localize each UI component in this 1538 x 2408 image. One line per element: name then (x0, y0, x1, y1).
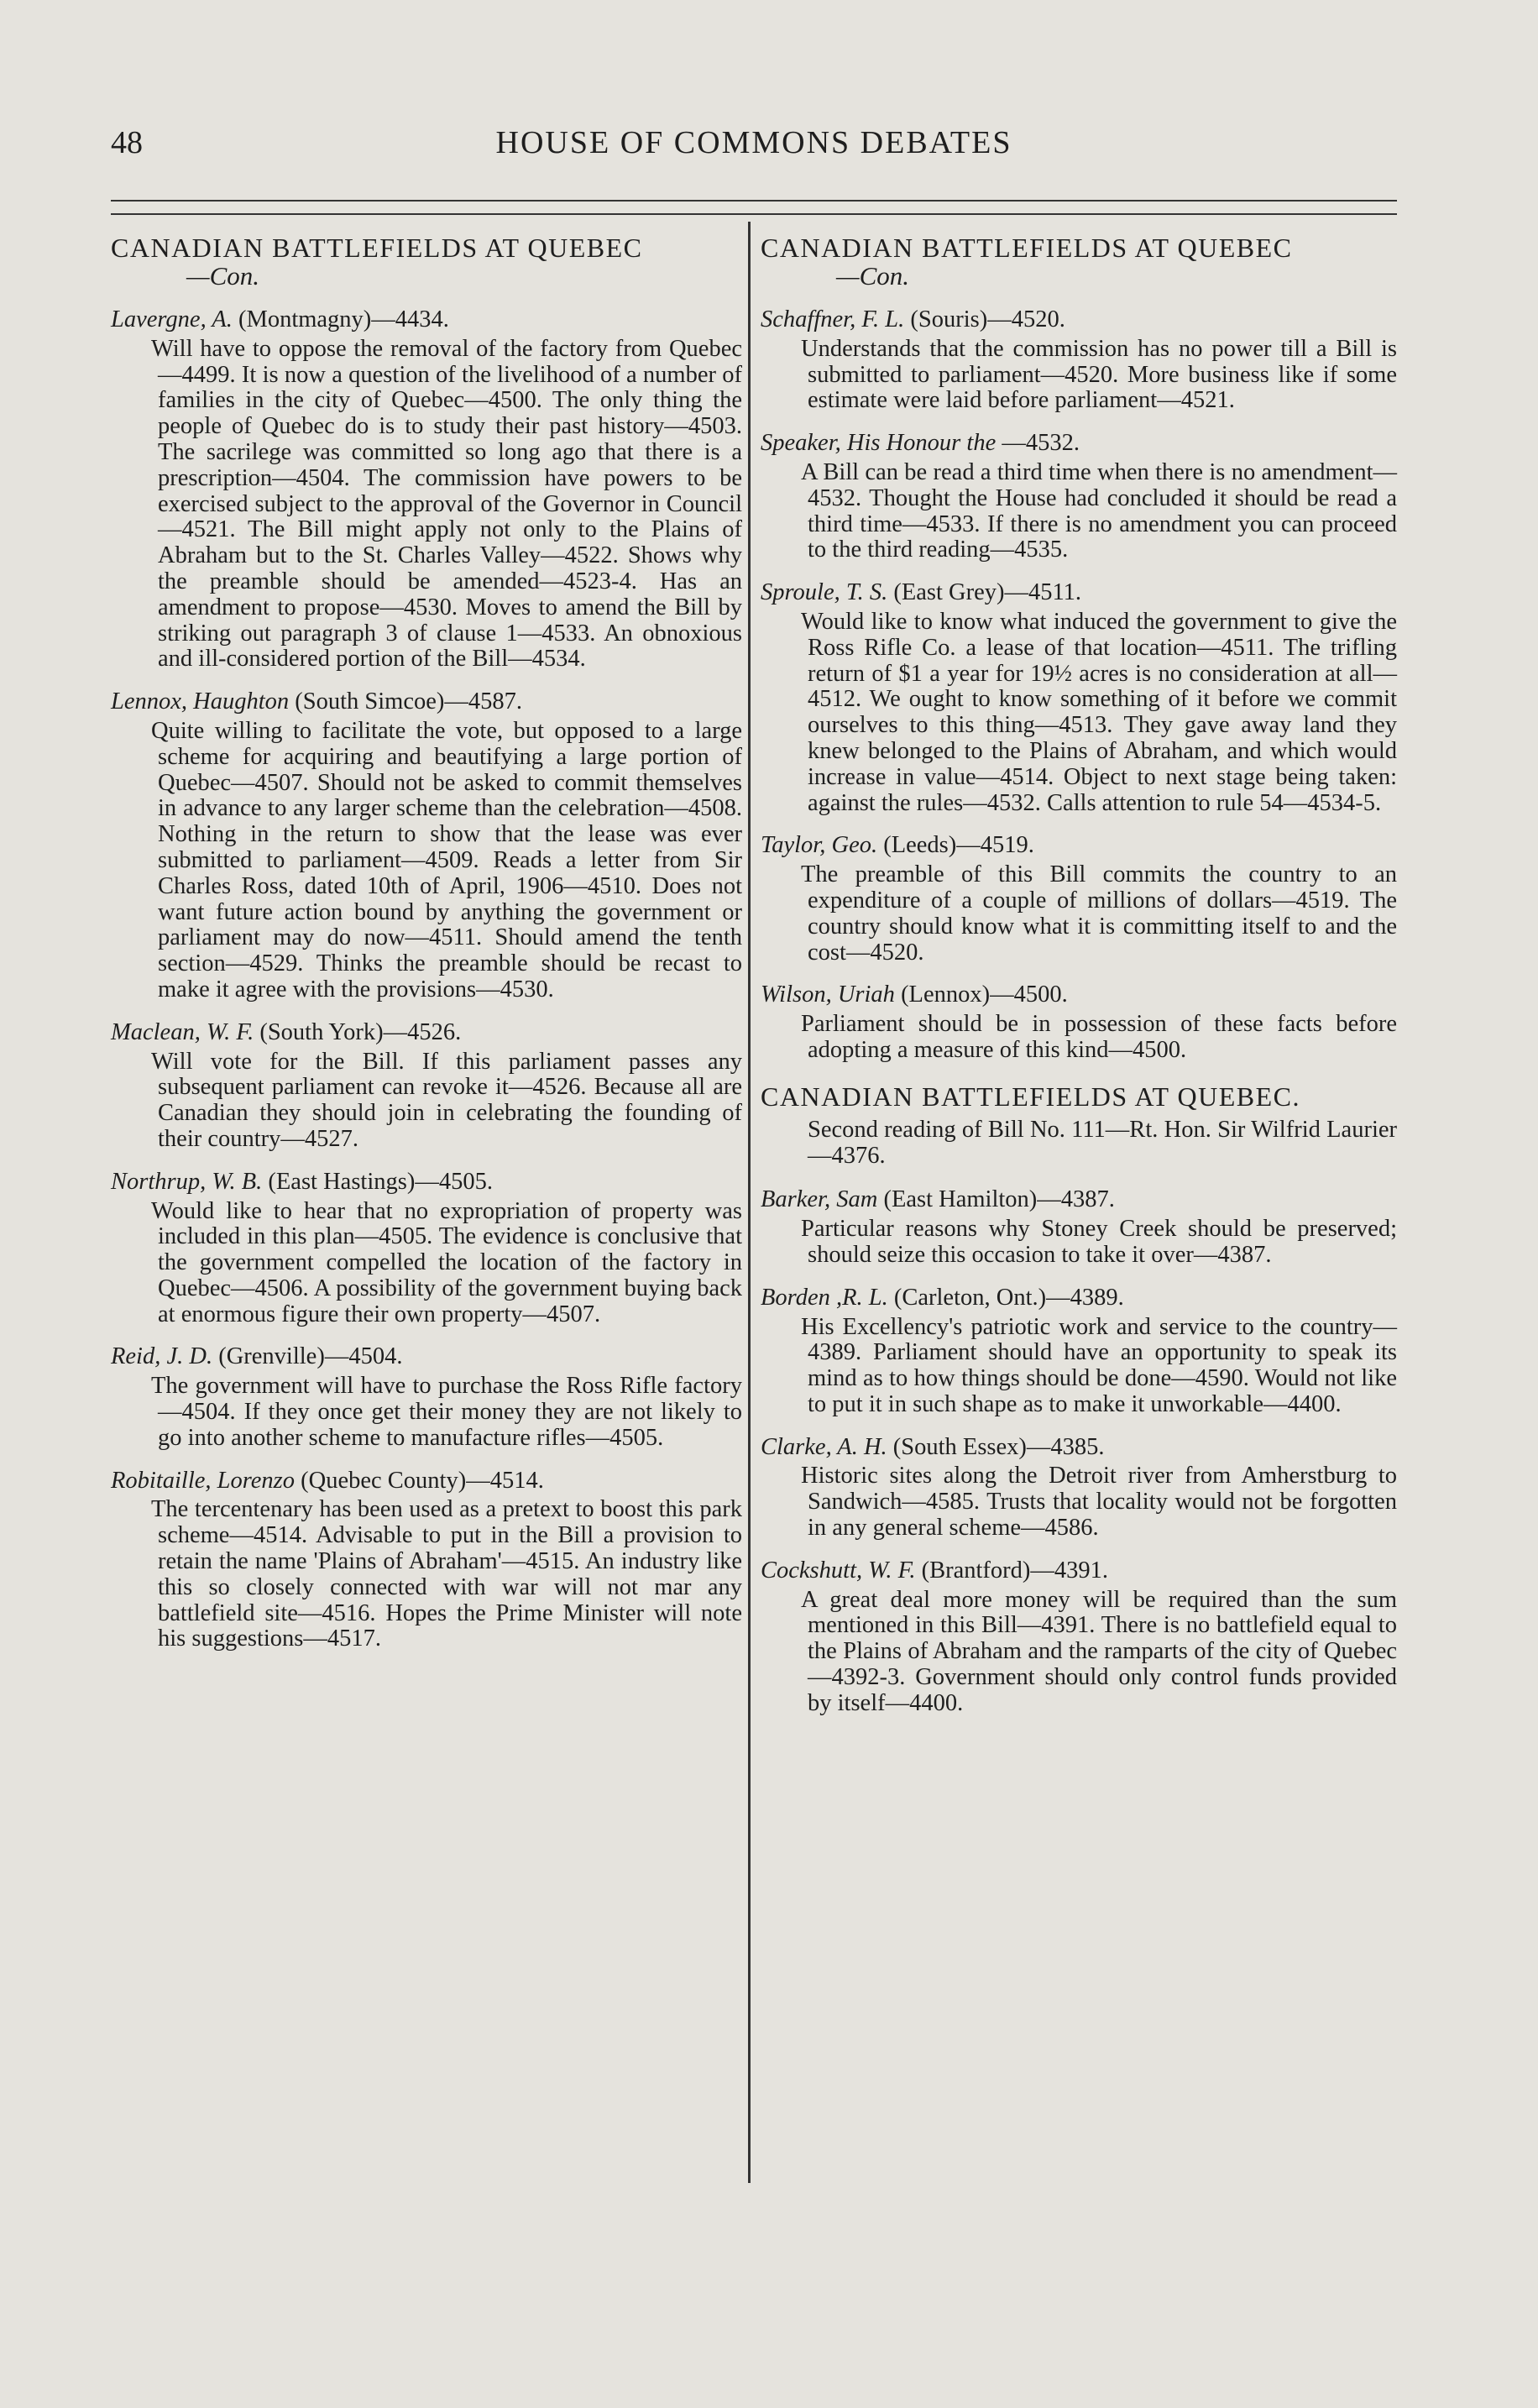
running-title: HOUSE OF COMMONS DEBATES (495, 125, 1012, 160)
speaker-name: Cockshutt, W. F. (761, 1557, 916, 1584)
entry-text: Will have to oppose the removal of the factory from Quebec—4499. It is now a question of the livelihood of a number of families in the city of Quebec—4500. The only thing the people of Quebec do is to study their past history—4503. The sacrilege was committed so long ago that there is a prescription—4504. The commission have powers to be exercised subject to the approval of the Governor in Council—4521. The Bill might apply not only to the Plains of Abraham but to the St. Charles Valley—4522. Shows why the preamble should be amended—4523-4. Has an amendment to propose—4530. Moves to amend the Bill by striking out paragraph 3 of clause 1—4533. An obnoxious and ill-considered portion of the Bill—4534. (151, 335, 742, 673)
section-title: CANADIAN BATTLEFIELDS AT QUEBEC (761, 233, 1293, 263)
entry-text: Historic sites along the Detroit river from Amherstburg to Sandwich—4585. Trusts that locality would not be forgotten in any general scheme—4586. (801, 1463, 1397, 1542)
speaker-riding: (South Essex)—4385. (892, 1433, 1105, 1460)
entry-heading (761, 580, 1397, 606)
entry-heading (111, 1468, 742, 1495)
page-number: 48 (111, 125, 143, 160)
speaker-riding: (Quebec County)—4514. (301, 1467, 544, 1494)
entry-text: Would like to know what induced the government to give the Ross Rifle Co. a lease of that location—4511. The trifling return of $1 a year for 19½ acres is no consideration at all—4512. We ought to know something of it before we commit ourselves to this thing—4513. They gave away land they knew belonged to the Plains of Abraham, and which would increase in value—4514. Object to next stage being taken: against the rules—4532. Calls attention to rule 54—4534-5. (801, 608, 1397, 816)
right-entries (761, 307, 1397, 1064)
speaker-riding: (Souris)—4520. (910, 306, 1065, 332)
speaker-riding: (Lennox)—4500. (901, 982, 1068, 1008)
index-entry (761, 1435, 1397, 1542)
index-entry (761, 1285, 1397, 1418)
entry-heading (761, 1187, 1397, 1213)
speaker-riding: (East Hamilton)—4387. (883, 1186, 1115, 1213)
speaker-riding: (South Simcoe)—4587. (295, 688, 523, 715)
left-column (111, 233, 742, 1669)
section-continued: —Con. (836, 261, 909, 291)
index-entry (111, 1170, 742, 1328)
entry-heading (761, 1285, 1397, 1311)
speaker-name: Clarke, A. H. (761, 1433, 887, 1460)
speaker-name: Schaffner, F. L. (761, 306, 905, 332)
entry-text: His Excellency's patriotic work and service to the country—4389. Parliament should have an opportunity to speak its mind as to how things should be done—4590. Would not like to put it in such shape as to make it unworkable—4400. (801, 1313, 1397, 1417)
index-entry (761, 833, 1397, 966)
entry-heading (111, 689, 742, 715)
speaker-name: Borden ,R. L. (761, 1284, 888, 1311)
index-entry (761, 1187, 1397, 1268)
page-header (111, 118, 1397, 168)
entry-text: A Bill can be read a third time when there is no amendment—4532. Thought the House had concluded it should be read a third time—4533. If there is no amendment you can proceed to the third reading—4535. (801, 458, 1397, 563)
left-entries (111, 307, 742, 1652)
speaker-name: Robitaille, Lorenzo (111, 1467, 296, 1494)
speaker-name: Wilson, Uriah (761, 982, 895, 1008)
entry-heading (111, 1344, 742, 1370)
entry-text: Parliament should be in possession of these facts before adopting a measure of this kind—4500. (801, 1011, 1397, 1063)
entry-text: Will vote for the Bill. If this parliament passes any subsequent parliament can revoke it—4526. Because all are Canadian they should join in celebrating the founding of their country—4527. (151, 1048, 742, 1152)
speaker-name: Barker, Sam (761, 1186, 878, 1213)
entry-text: Understands that the commission has no power till a Bill is submitted to parliament—4520. More business like if some estimate were laid before parliament—4521. (801, 335, 1397, 414)
index-entry (111, 1468, 742, 1653)
entry-text: The preamble of this Bill commits the country to an expenditure of a couple of millions of dollars—4519. The country should know what it is committing itself to and the cost—4520. (801, 861, 1397, 966)
speaker-name: Reid, J. D. (111, 1343, 213, 1370)
entry-text: The government will have to purchase the Ross Rifle factory—4504. If they once get their money they are not likely to go into another scheme to manufacture rifles—4505. (151, 1373, 742, 1451)
speaker-name: Lennox, Haughton (111, 688, 290, 715)
index-entry (111, 1020, 742, 1153)
column-divider (748, 222, 751, 2183)
entry-text: Quite willing to facilitate the vote, but opposed to a large scheme for acquiring and beautifying a large portion of Quebec—4507. Should not be asked to commit themselves in advance to any larger scheme than the celebration—4508. Nothing in the return to show that the lease was ever submitted to parliament—4509. Reads a letter from Sir Charles Ross, dated 10th of April, 1906—4510. Does not want future action bound by anything the government or parliament may do now—4511. Should amend the tenth section—4529. Thinks the preamble should be recast to make it agree with the provisions—4530. (151, 717, 742, 1002)
entry-heading (111, 307, 742, 333)
speaker-riding: (Grenville)—4504. (218, 1343, 403, 1370)
section-title: CANADIAN BATTLEFIELDS AT QUEBEC. (761, 1081, 1300, 1112)
index-entry (761, 1558, 1397, 1717)
entry-heading (761, 982, 1397, 1008)
index-entry (111, 689, 742, 1003)
header-rule (111, 200, 1397, 215)
speaker-riding: (East Grey)—4511. (893, 579, 1082, 606)
entry-heading (761, 1558, 1397, 1584)
index-entry (761, 307, 1397, 414)
speaker-riding: (Carleton, Ont.)—4389. (893, 1284, 1124, 1311)
index-entry (111, 1344, 742, 1451)
section-title: CANADIAN BATTLEFIELDS AT QUEBEC (111, 233, 643, 263)
speaker-name: Northrup, W. B. (111, 1168, 263, 1195)
speaker-name: Taylor, Geo. (761, 832, 878, 859)
speaker-riding: (Montmagny)—4434. (238, 306, 449, 332)
entry-heading (761, 307, 1397, 333)
entry-heading (111, 1020, 742, 1046)
entry-heading (761, 833, 1397, 859)
section-continued: —Con. (186, 261, 259, 291)
speaker-name: Maclean, W. F. (111, 1018, 254, 1045)
speaker-riding: (South York)—4526. (259, 1018, 462, 1045)
right-entries-2 (761, 1187, 1397, 1716)
index-entry (761, 580, 1397, 816)
speaker-riding: (Leeds)—4519. (883, 832, 1034, 859)
entry-heading (111, 1170, 742, 1196)
speaker-name: Speaker, His Honour the (761, 430, 997, 457)
speaker-name: Lavergne, A. (111, 306, 233, 332)
index-entry (761, 431, 1397, 563)
speaker-riding: (East Hastings)—4505. (268, 1168, 493, 1195)
entry-text: Particular reasons why Stoney Creek should be preserved; should seize this occasion to take it over—4387. (801, 1216, 1397, 1268)
entry-text: A great deal more money will be required than the sum mentioned in this Bill—4391. There is no battlefield equal to the Plains of Abraham and the ramparts of the city of Quebec—4392-3. Government should only control funds provided by itself—4400. (801, 1586, 1397, 1716)
entry-heading (761, 1435, 1397, 1461)
entry-heading (761, 431, 1397, 457)
speaker-riding: —4532. (1002, 430, 1080, 457)
entry-text: The tercentenary has been used as a pretext to boost this park scheme—4514. Advisable to put in the Bill a provision to retain the name 'Plains of Abraham'—4515. An industry like this so closely connected with war will not mar any battlefield site—4516. Hopes the Prime Minister will note his suggestions—4517. (151, 1496, 742, 1652)
speaker-riding: (Brantford)—4391. (921, 1557, 1109, 1584)
section-intro: Second reading of Bill No. 111—Rt. Hon. Sir Wilfrid Laurier—4376. (808, 1116, 1397, 1169)
index-entry (761, 982, 1397, 1063)
speaker-name: Sproule, T. S. (761, 579, 888, 606)
right-column (761, 233, 1397, 1734)
index-entry (111, 307, 742, 673)
entry-text: Would like to hear that no expropriation of property was included in this plan—4505. The evidence is conclusive that the government compelled the location of the factory in Quebec—4506. A possibility of the government buying back at enormous figure their own property—4507. (151, 1197, 742, 1327)
